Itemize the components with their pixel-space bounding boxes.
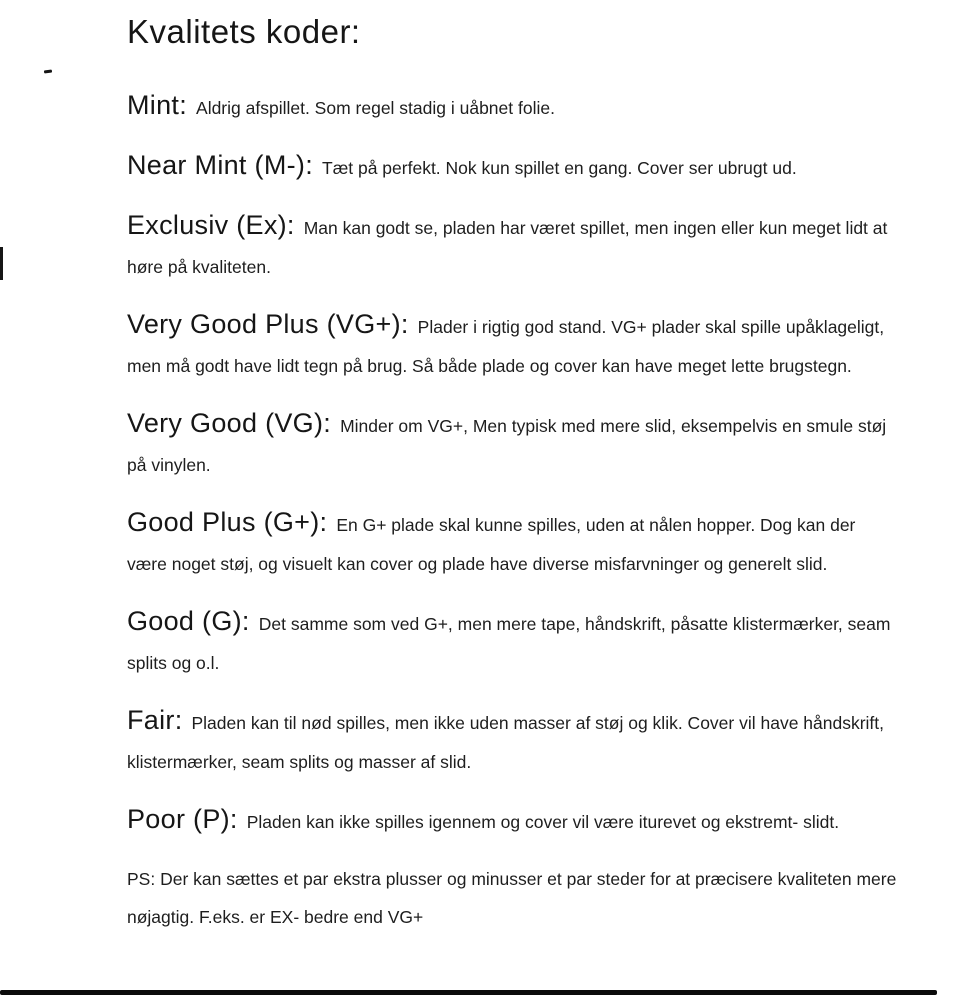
grade-entry — [127, 146, 899, 188]
document-page — [127, 12, 899, 936]
grade-description: Pladen kan ikke spilles igennem og cover vil være iturevet og ekstremt- slidt. — [246, 811, 840, 832]
grade-entry — [127, 404, 899, 485]
grade-term: Mint: — [127, 89, 188, 120]
scan-artifact-bottom-line — [0, 990, 937, 995]
scan-artifact-left-edge — [0, 247, 3, 280]
grade-entry — [127, 602, 899, 683]
grade-term: Exclusiv (Ex): — [127, 209, 295, 240]
ps-note: PS: Der kan sættes et par ekstra plusser og minusser et par steder for at præcisere kvaliteten mere nøjagtig. F.eks. er EX- bedre end VG+ — [127, 868, 897, 927]
grade-entry — [127, 701, 899, 782]
grade-description: Plader i rigtig god stand. VG+ plader skal spille upåklageligt, men må godt have lidt tegn på brug. Så både plade og cover kan have meget lette brugstegn. — [127, 316, 885, 376]
page-title: Kvalitets koder: — [127, 13, 361, 50]
grade-term: Good Plus (G+): — [127, 506, 328, 537]
grade-term: Very Good Plus (VG+): — [127, 308, 409, 339]
grade-description: Aldrig afspillet. Som regel stadig i uåbnet folie. — [196, 97, 555, 118]
grade-entry — [127, 503, 899, 584]
grade-entry — [127, 800, 899, 842]
grade-entry — [127, 305, 899, 386]
grade-entry — [127, 206, 899, 287]
grade-description: Man kan godt se, pladen har været spillet, men ingen eller kun meget lidt at høre på kvaliteten. — [127, 217, 888, 277]
grade-term: Poor (P): — [127, 803, 238, 834]
grade-term: Very Good (VG): — [127, 407, 332, 438]
grade-entry — [127, 86, 899, 128]
grade-description: Minder om VG+, Men typisk med mere slid, eksempelvis en smule støj på vinylen. — [127, 415, 887, 475]
grade-description: En G+ plade skal kunne spilles, uden at nålen hopper. Dog kan der være noget støj, og visuelt kan cover og plade have diverse misfarvninger og generelt slid. — [127, 514, 856, 574]
grade-description: Tæt på perfekt. Nok kun spillet en gang. Cover ser ubrugt ud. — [322, 157, 797, 178]
grade-term: Near Mint (M-): — [127, 149, 313, 180]
scan-artifact-dash — [44, 69, 52, 73]
grade-description: Pladen kan til nød spilles, men ikke uden masser af støj og klik. Cover vil have håndskrift, klistermærker, seam splits og masser af slid. — [127, 712, 885, 772]
grade-term: Fair: — [127, 704, 183, 735]
grade-description: Det samme som ved G+, men mere tape, håndskrift, påsatte klistermærker, seam splits og o.l. — [127, 613, 891, 673]
grade-term: Good (G): — [127, 605, 250, 636]
